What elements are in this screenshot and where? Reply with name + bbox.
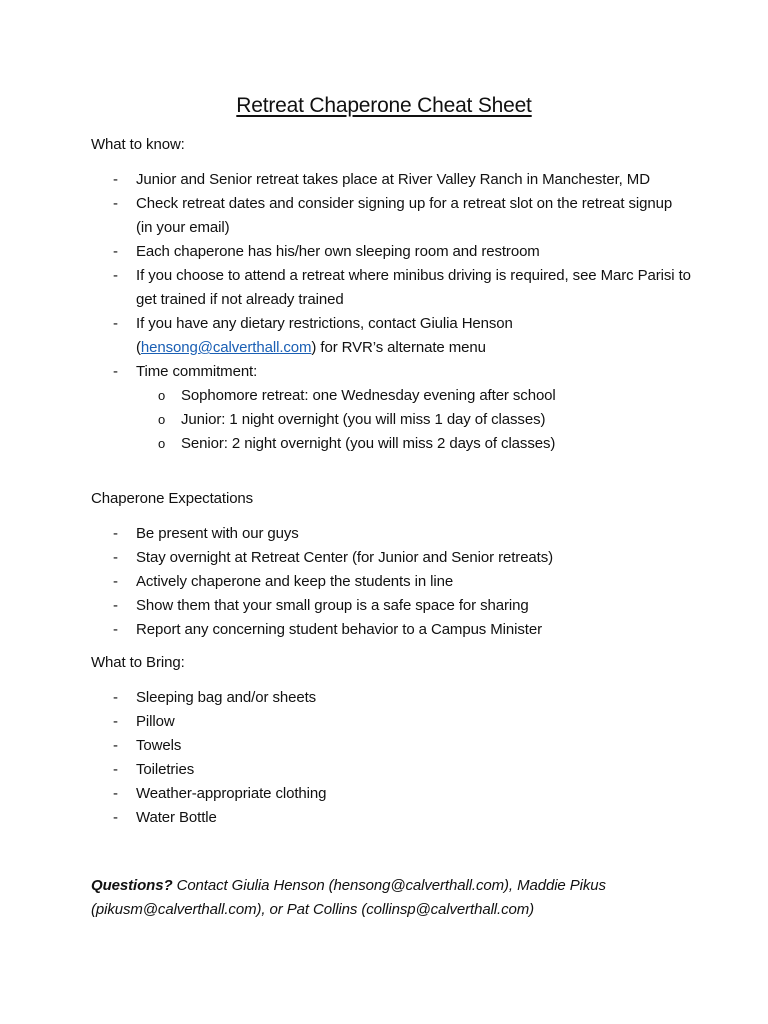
dash-marker: -	[113, 363, 118, 380]
list-item: - Check retreat dates and consider signing up for a retreat slot on the retreat signup (in your email)	[91, 192, 691, 240]
dash-marker: -	[113, 713, 118, 730]
page-title: Retreat Chaperone Cheat Sheet	[236, 94, 532, 117]
dash-marker: -	[113, 737, 118, 754]
circle-bullet-icon: o	[158, 436, 166, 451]
dash-marker: -	[113, 785, 118, 802]
list-item: - If you choose to attend a retreat where minibus driving is required, see Marc Parisi to get trained if not already trained	[91, 264, 691, 312]
list-item: - Junior and Senior retreat takes place at River Valley Ranch in Manchester, MD	[91, 168, 691, 192]
list-item: - Sleeping bag and/or sheets	[91, 686, 691, 710]
list-item: - Stay overnight at Retreat Center (for Junior and Senior retreats)	[91, 546, 691, 570]
list-item: - Actively chaperone and keep the students in line	[91, 570, 691, 594]
list-item: - Towels	[91, 734, 691, 758]
dash-marker: -	[113, 171, 118, 188]
list-item: - Be present with our guys	[91, 522, 691, 546]
what-to-bring-list	[91, 686, 691, 830]
questions-label: Questions?	[91, 877, 173, 894]
list-item: - Each chaperone has his/her own sleeping room and restroom	[91, 240, 691, 264]
time-commitment-sublist	[136, 384, 691, 456]
dash-marker: -	[113, 549, 118, 566]
list-item: - Report any concerning student behavior to a Campus Minister	[91, 618, 691, 642]
dash-marker: -	[113, 573, 118, 590]
dash-marker: -	[113, 267, 118, 284]
list-item: - Pillow	[91, 710, 691, 734]
dash-marker: -	[113, 525, 118, 542]
sublist-item: o Sophomore retreat: one Wednesday evening after school	[136, 384, 691, 408]
circle-bullet-icon: o	[158, 412, 166, 427]
dash-marker: -	[113, 195, 118, 212]
contact-text: Contact Giulia Henson (hensong@calverthall.com), Maddie Pikus (pikusm@calverthall.com), or Pat Collins (collinsp@calverthall.com)	[91, 877, 606, 918]
list-item: - Time commitment: o Sophomore retreat: one Wednesday evening after school o Junior: 1 night overnight (you will miss 1 day of classes) o Senior: 2 night overnight (you will miss 2 days of classes)	[91, 360, 691, 456]
list-item: - Weather-appropriate clothing	[91, 782, 691, 806]
dash-marker: -	[113, 689, 118, 706]
dash-marker: -	[113, 621, 118, 638]
dash-marker: -	[113, 761, 118, 778]
sublist-item: o Senior: 2 night overnight (you will miss 2 days of classes)	[136, 432, 691, 456]
dash-marker: -	[113, 597, 118, 614]
circle-bullet-icon: o	[158, 388, 166, 403]
list-item: - Toiletries	[91, 758, 691, 782]
what-to-know-list	[91, 168, 691, 456]
section-heading-what-to-bring: What to Bring:	[91, 654, 185, 671]
dash-marker: -	[113, 315, 118, 332]
list-item: - Show them that your small group is a safe space for sharing	[91, 594, 691, 618]
section-heading-chaperone-expectations: Chaperone Expectations	[91, 490, 254, 507]
dash-marker: -	[113, 809, 118, 826]
dash-marker: -	[113, 243, 118, 260]
section-heading-what-to-know: What to know:	[91, 136, 185, 153]
questions-footer	[91, 874, 691, 922]
sublist-item: o Junior: 1 night overnight (you will miss 1 day of classes)	[136, 408, 691, 432]
list-item: - Water Bottle	[91, 806, 691, 830]
email-link-hensong[interactable]: hensong@calverthall.com	[140, 339, 312, 356]
chaperone-expectations-list	[91, 522, 691, 642]
list-item: - If you have any dietary restrictions, contact Giulia Henson (hensong@calverthall.com) for RVR’s alternate menu	[91, 312, 691, 360]
